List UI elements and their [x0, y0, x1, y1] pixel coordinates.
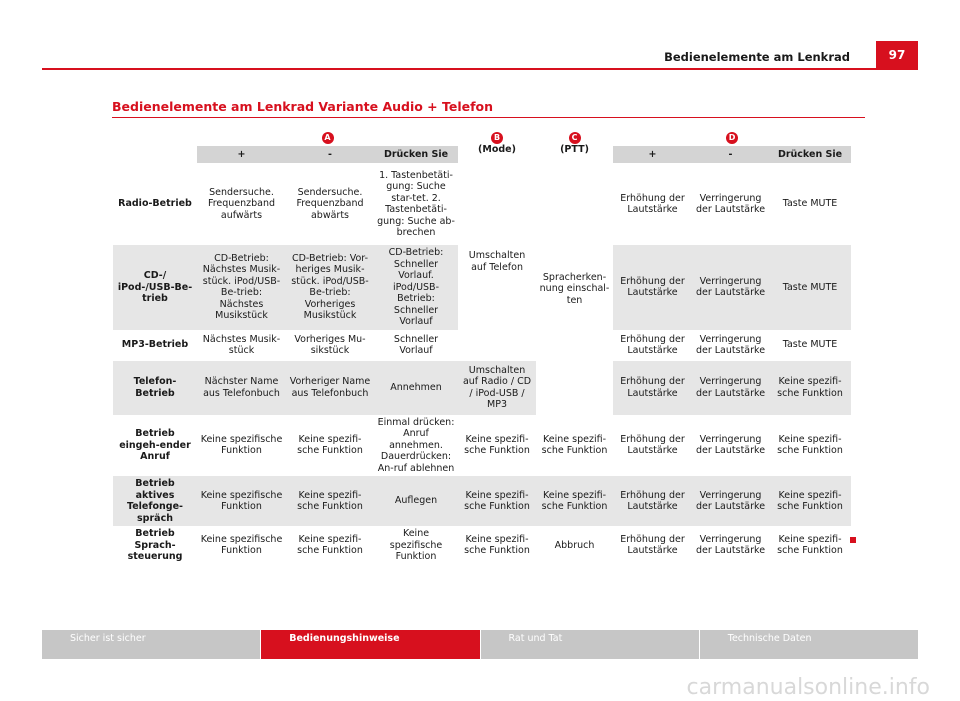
table-cell: Verringerung der Lautstärke — [692, 245, 769, 330]
footer-tab[interactable]: Technische Daten — [700, 630, 918, 659]
end-mark-icon — [850, 537, 856, 543]
table-cell: Verringerung der Lautstärke — [695, 333, 766, 356]
table-row — [113, 415, 851, 477]
badge-b-icon: B — [491, 132, 503, 144]
column-d-header — [613, 132, 851, 146]
table-cell: Sendersuche. Frequenzband aufwärts — [207, 186, 276, 221]
table-cell: CD-Betrieb: Nächstes Musik-stück. iPod/USB-Be-trieb: Nächstes Musikstück — [197, 245, 286, 330]
row-label: Betrieb Sprach-steuerung — [127, 528, 183, 562]
table-cell: Erhöhung der Lautstärke — [620, 333, 685, 356]
table-cell: Annehmen — [374, 361, 458, 415]
table-cell: Keine spezifische Funktion — [197, 476, 286, 526]
table-cell: Keine spezifi-sche Funktion — [769, 361, 851, 415]
table-cell: Umschalten auf Radio / CD / iPod-USB / MP3 — [458, 361, 536, 415]
sub-d-press: Drücken Sie — [769, 146, 851, 163]
footer-tab[interactable]: Sicher ist sicher — [42, 630, 260, 659]
table-row — [113, 526, 851, 565]
row-label-blank — [113, 132, 197, 163]
table-cell: Abbruch — [554, 539, 595, 551]
table-cell: Keine spezifi-sche Funktion — [464, 533, 530, 557]
table-cell-c-media: Spracherken-nung einschal-ten — [539, 271, 610, 306]
table-cell: Taste MUTE — [782, 339, 838, 351]
table-cell: Verringerung der Lautstärke — [692, 476, 769, 526]
table-cell-text: Keine spezifi-sche Funktion — [777, 533, 843, 557]
table-cell: Verringerung der Lautstärke — [692, 361, 769, 415]
table-cell: 1. Tastenbetäti-gung: Suche star-tet. 2. Tastenbetäti-gung: Suche ab-brechen — [377, 169, 455, 238]
table-cell: Keine spezifi-sche Funktion — [297, 433, 363, 457]
table-cell: Erhöhung der Lautstärke — [620, 533, 685, 557]
sub-a-plus: + — [197, 146, 286, 163]
page-number: 97 — [876, 41, 918, 68]
table-cell: Erhöhung der Lautstärke — [613, 476, 692, 526]
row-label: Radio-Betrieb — [118, 198, 192, 210]
badge-c-icon: C — [569, 132, 581, 144]
row-label: MP3-Betrieb — [121, 339, 189, 351]
table-cell: Keine spezifi-sche Funktion — [286, 476, 374, 526]
badge-a-icon: A — [322, 132, 334, 144]
section-rule — [112, 117, 865, 118]
table-cell: Keine spezifische Funktion — [389, 528, 443, 562]
chapter-title: Bedienelemente am Lenkrad — [664, 50, 850, 64]
table-cell: Einmal drücken: Anruf annehmen. Dauerdrücken: An-ruf ablehnen — [377, 416, 455, 474]
table-cell: Vorheriger Name aus Telefonbuch — [286, 361, 374, 415]
row-label: Betrieb aktives Telefonge-spräch — [113, 476, 197, 526]
table-row — [113, 476, 851, 526]
watermark: carmanualsonline.info — [686, 675, 930, 700]
footer-tab[interactable]: Rat und Tat — [481, 630, 699, 659]
column-a-header — [197, 132, 458, 146]
table-cell: Taste MUTE — [782, 198, 838, 210]
table-cell: Nächster Name aus Telefonbuch — [197, 361, 286, 415]
table-cell: Erhöhung der Lautstärke — [620, 433, 685, 457]
table-cell: Verringerung der Lautstärke — [695, 192, 766, 215]
section-title: Bedienelemente am Lenkrad Variante Audio + Telefon — [112, 99, 494, 114]
table-row — [113, 163, 851, 245]
table-cell — [769, 526, 851, 565]
header-rule — [42, 68, 918, 70]
table-cell: Erhöhung der Lautstärke — [613, 361, 692, 415]
table-cell: Keine spezifische Funktion — [200, 533, 283, 557]
table-cell: Vorheriges Mu-sikstück — [294, 333, 366, 356]
table-cell: Keine spezifi-sche Funktion — [297, 533, 363, 557]
column-b-header — [458, 132, 536, 163]
column-b-subtitle: (Mode) — [478, 144, 516, 155]
table-cell: Nächstes Musik-stück — [202, 333, 281, 356]
table-cell: Keine spezifische Funktion — [200, 433, 283, 457]
table-cell: Sendersuche. Frequenzband abwärts — [296, 186, 364, 221]
steering-controls-table — [113, 132, 851, 565]
table-cell: Auflegen — [374, 476, 458, 526]
table-cell: Taste MUTE — [769, 245, 851, 330]
sub-a-minus: - — [286, 146, 374, 163]
footer-nav — [42, 630, 918, 659]
table-cell: Verringerung der Lautstärke — [695, 433, 766, 457]
row-label: Betrieb eingeh-ender Anruf — [119, 428, 191, 462]
table-cell: Erhöhung der Lautstärke — [620, 192, 685, 215]
footer-tab-active[interactable]: Bedienungshinweise — [261, 630, 479, 659]
table-row — [113, 361, 851, 415]
row-label: CD-/ iPod-/USB-Be-trieb — [113, 245, 197, 330]
table-cell: Keine spezifi-sche Funktion — [458, 476, 536, 526]
table-cell: Keine spezifi-sche Funktion — [536, 476, 613, 526]
table-cell: CD-Betrieb: Schneller Vorlauf. iPod/USB-Betrieb: Schneller Vorlauf — [374, 245, 458, 330]
row-label: Telefon-Betrieb — [113, 361, 197, 415]
sub-a-press: Drücken Sie — [374, 146, 458, 163]
table-cell: Schneller Vorlauf — [393, 333, 439, 356]
table-cell: Erhöhung der Lautstärke — [613, 245, 692, 330]
table-cell: Keine spezifi-sche Funktion — [769, 476, 851, 526]
column-c-header — [536, 132, 613, 163]
column-c-subtitle: (PTT) — [560, 144, 589, 155]
sub-d-plus: + — [613, 146, 692, 163]
table-cell: CD-Betrieb: Vor-heriges Musik-stück. iPod/USB-Be-trieb: Vorheriges Musikstück — [286, 245, 374, 330]
table-cell: Keine spezifi-sche Funktion — [777, 433, 843, 457]
table-cell-b-media: Umschalten auf Telefon — [468, 250, 526, 273]
sub-d-minus: - — [692, 146, 769, 163]
header-row-badges — [113, 132, 851, 146]
table-cell: Keine spezifi-sche Funktion — [464, 433, 530, 457]
table-cell: Verringerung der Lautstärke — [695, 533, 766, 557]
badge-d-icon: D — [726, 132, 738, 144]
table-cell: Keine spezifi-sche Funktion — [541, 433, 608, 457]
